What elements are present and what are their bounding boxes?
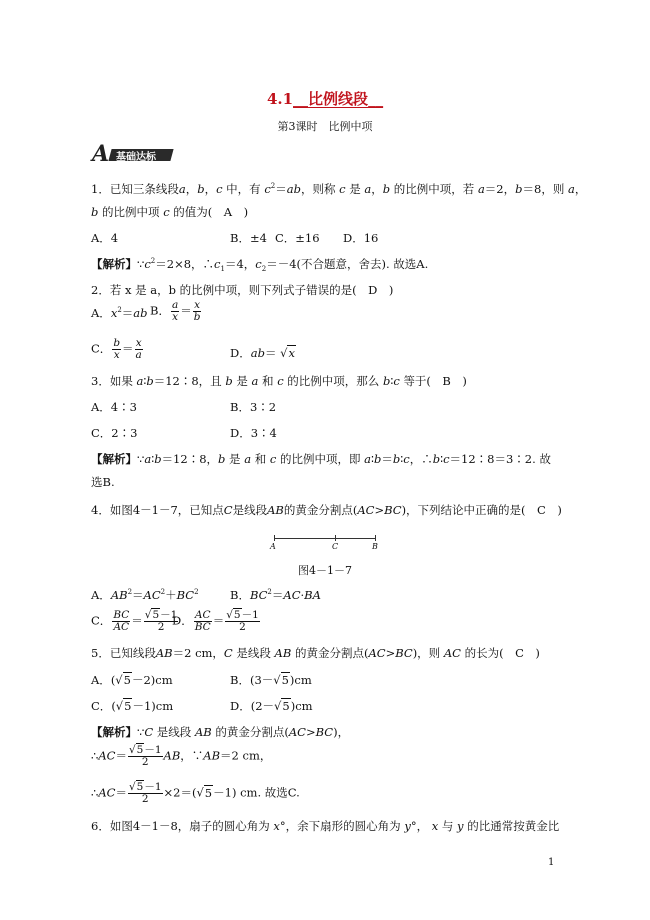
q4-option-a: A．$AB^2=AC^2+BC^2$ [91,588,199,602]
q4-figure-caption: 图4－1－7 [298,564,352,577]
q1-option-b: B．±4 [230,231,267,245]
point-b-label: B [372,542,378,551]
point-c-label: C [332,542,339,551]
point-a-label: A [270,542,276,551]
badge-letter: A [92,141,110,167]
q4-option-c: C． $\frac{BC}{AC}$ ＝ $\frac{√5-1}{2}$ [91,609,178,633]
lesson-subtitle: 第3课时 比例中项 [277,120,373,133]
q3-option-c: C．2∶3 [91,426,138,440]
q5-analysis-line3: ∴AC＝ $\frac{√5-1}{2}$ ×2＝(√5－1) cm. 故选C. [91,781,300,805]
q5-option-b: B．(3－√5)cm [230,673,312,687]
q4-option-d: D． $\frac{AC}{BC}$ ＝ $\frac{√5-1}{2}$ [172,609,259,633]
q1-option-c: C．±16 [275,231,320,245]
q3-option-d: D．3∶4 [230,426,277,440]
q1-option-d: D．16 [343,231,379,245]
q5-option-d: D．(2－√5)cm [230,699,313,713]
segment-ab [274,538,376,539]
q3-option-b: B．3∶2 [230,400,277,414]
q5-stem: 5．已知线段AB＝2 cm，C 是线段 AB 的黄金分割点(AC>BC)，则 AC 的长为( C ) [91,646,540,660]
tick-b [375,535,376,541]
q3-stem: 3．如果 a∶b＝12∶8，且 b 是 a 和 c 的比例中项，那么 b∶c 等于( B ) [91,374,467,388]
page-title: 4.1__比例线段__ [266,90,384,108]
q5-option-c: C．(√5－1)cm [91,699,174,713]
q2-option-c: C． $\frac{b}{x}$ ＝ $\frac{x}{a}$ [91,337,142,361]
tick-a [274,535,275,541]
q1-line1: 1．已知三条线段a，b，c 中，有 $c^2=ab$，则称 c 是 a，b 的比例中项，若 a＝2，b＝8，则 a， [91,182,587,196]
page-number: 1 [548,857,555,868]
q3-option-a: A．4∶3 [91,400,137,414]
q1-line2: b 的比例中项 c 的值为( A ) [91,205,249,219]
q5-analysis-line2: ∴AC＝ $\frac{√5-1}{2}$ AB，∵AB＝2 cm， [91,744,272,768]
q2-option-b: B． $\frac{a}{x}$ ＝ $\frac{x}{b}$ [150,299,201,323]
q5-option-a: A．(√5－2)cm [91,673,173,687]
q2-stem: 2．若 x 是 a，b 的比例中项，则下列式子错误的是( D ) [91,283,394,297]
q1-analysis: 【解析】$\because c^2=2\times 8$，$\therefore c_1=4$，$c_2=-4$(不合题意，舍去). 故选A. [91,257,429,273]
q2-option-d: D．ab＝ √x [230,346,295,360]
q3-analysis-line2: 选B. [91,475,115,489]
q5-analysis: 【解析】∵C 是线段 AB 的黄金分割点(AC>BC)， [91,725,350,739]
section-badge [90,143,175,165]
tick-c [335,535,336,541]
q4-option-b: B．$BC^2=AC\cdot BA$ [230,588,321,602]
q3-analysis: 【解析】∵a∶b＝12∶8，b 是 a 和 c 的比例中项，即 a∶b＝b∶c，∴b∶c＝12∶8＝3∶2. 故 [91,452,551,466]
q4-stem: 4．如图4－1－7，已知点C是线段AB的黄金分割点(AC>BC)，下列结论中正确的是( C ) [91,503,562,517]
badge-label: 基础达标 [116,152,156,163]
q6-stem: 6．如图4－1－8，扇子的圆心角为 x°，余下扇形的圆心角为 y°， x 与 y 的比通常按黄金比 [91,819,560,833]
q2-option-a: A．$x^2=ab$ [91,306,148,320]
q1-option-a: A．4 [91,231,119,245]
